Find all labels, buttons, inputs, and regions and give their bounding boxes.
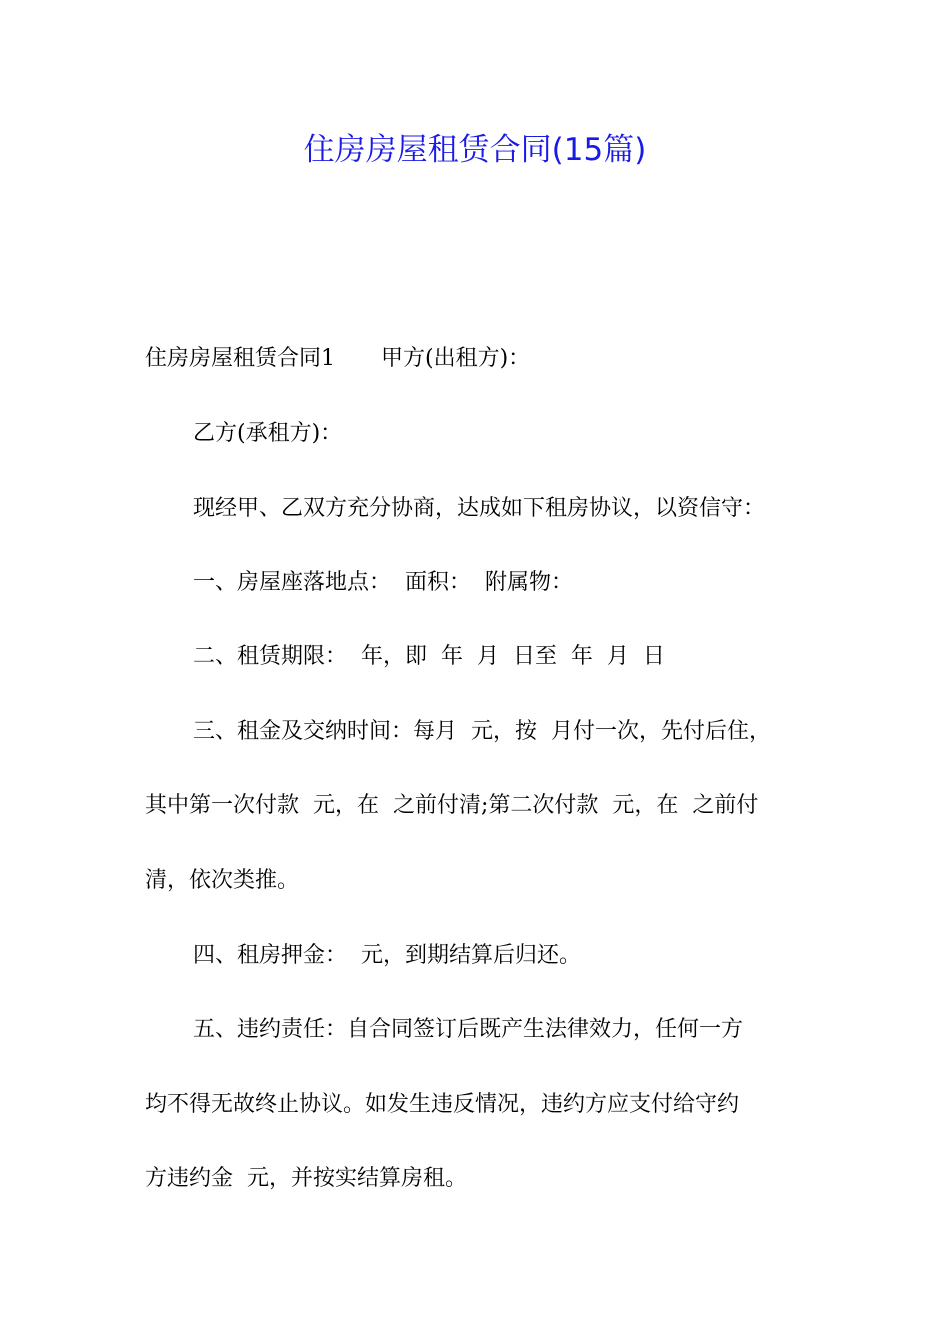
agreement-intro: 现经甲、乙双方充分协商，达成如下租房协议，以资信守： xyxy=(193,496,766,521)
document-title: 住房房屋租赁合同(15篇) xyxy=(303,132,647,168)
clause-2-term: 二、租赁期限： 年，即 年 月 日至 年 月 日 xyxy=(193,644,665,669)
clause-3-rent-cont-2: 清，依次类推。 xyxy=(145,868,300,893)
clause-5-liability-cont-2: 方违约金 元，并按实结算房租。 xyxy=(145,1166,467,1191)
contract-number: 住房房屋租赁合同1 xyxy=(145,346,335,371)
clause-5-liability-cont-1: 均不得无故终止协议。如发生违反情况，违约方应支付给守约 xyxy=(145,1092,740,1117)
clause-3-rent: 三、租金及交纳时间：每月 元，按 月付一次，先付后住， xyxy=(193,719,771,744)
clause-1-location: 一、房屋座落地点： 面积： 附属物： xyxy=(193,570,573,595)
clause-4-deposit: 四、租房押金： 元，到期结算后归还。 xyxy=(193,943,581,968)
party-b-label: 乙方(承租方)： xyxy=(193,421,343,446)
contract-heading-line xyxy=(145,343,825,375)
party-a-label: 甲方(出租方)： xyxy=(381,346,531,371)
clause-3-rent-cont-1: 其中第一次付款 元，在 之前付清;第二次付款 元，在 之前付 xyxy=(145,793,759,818)
clause-5-liability: 五、违约责任：自合同签订后既产生法律效力，任何一方 xyxy=(193,1017,744,1042)
